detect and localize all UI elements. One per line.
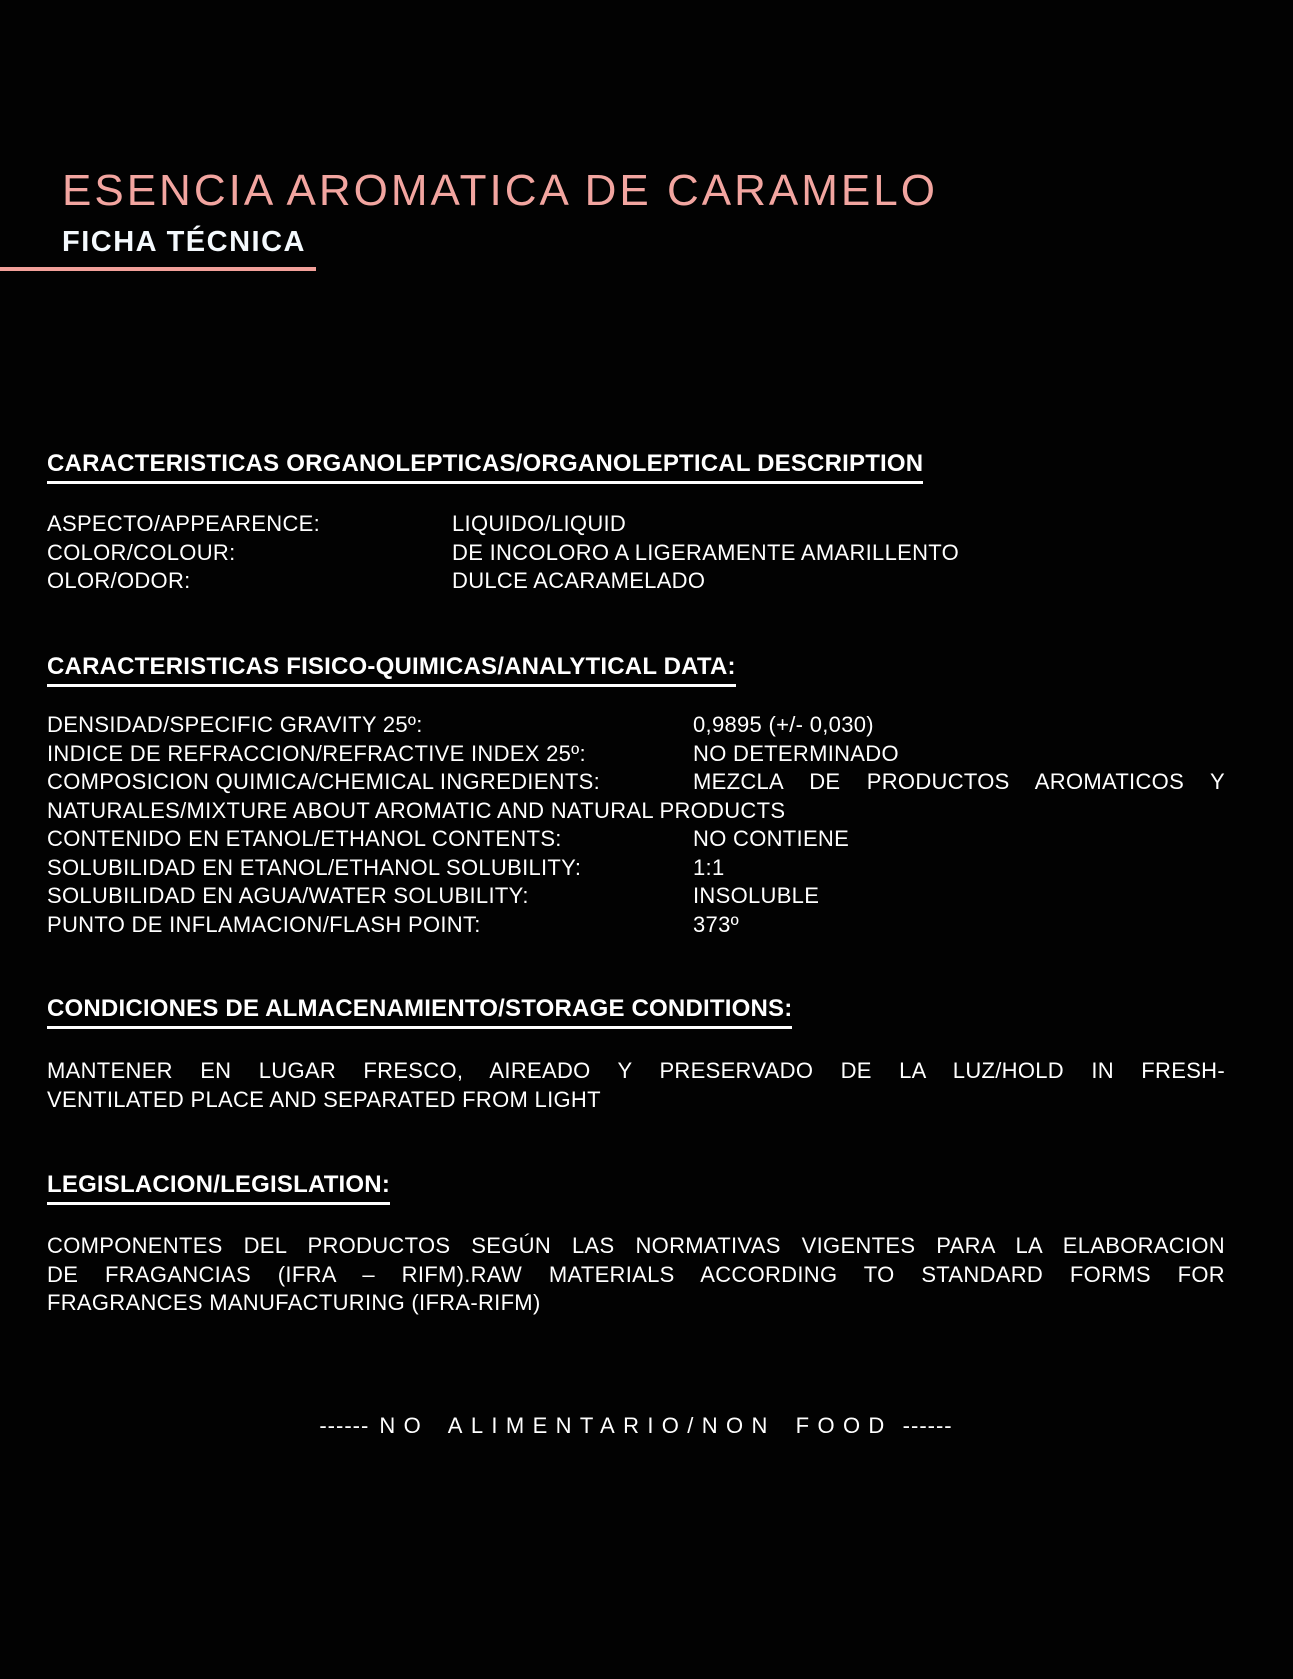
table-row <box>47 825 1225 854</box>
table-row <box>47 854 1225 883</box>
section-legislation-paragraph <box>47 1232 1225 1318</box>
row-label: CONTENIDO EN ETANOL/ETHANOL CONTENTS: <box>47 826 562 851</box>
row-value: 1:1 <box>693 854 725 880</box>
table-row <box>47 768 1225 797</box>
non-food-text: NO ALIMENTARIO/NON FOOD <box>379 1413 893 1438</box>
table-row <box>47 510 1225 539</box>
row-value: NO CONTIENE <box>693 826 850 851</box>
row-label: COMPOSICION QUIMICA/CHEMICAL INGREDIENTS: <box>47 769 600 794</box>
paragraph-line: FRAGRANCES MANUFACTURING (IFRA-RIFM) <box>47 1290 541 1315</box>
section-analytical-heading: CARACTERISTICAS FISICO-QUIMICAS/ANALYTICAL DATA: <box>47 652 736 687</box>
row-label: SOLUBILIDAD EN ETANOL/ETHANOL SOLUBILITY: <box>47 854 582 880</box>
table-row <box>47 740 1225 769</box>
row-label: COLOR/COLOUR: <box>47 539 236 565</box>
row-value: 373º <box>693 911 739 937</box>
row-label: PUNTO DE INFLAMACION/FLASH POINT: <box>47 911 481 937</box>
paragraph-line: MANTENER EN LUGAR FRESCO, AIREADO Y PRESERVADO DE LA LUZ/HOLD IN FRESH- <box>47 1058 1225 1083</box>
paragraph-line: COMPONENTES DEL PRODUCTOS SEGÚN LAS NORMATIVAS VIGENTES PARA LA ELABORACION <box>47 1233 1225 1258</box>
table-row <box>47 567 1225 596</box>
section-storage-heading-wrap <box>47 994 792 1029</box>
paragraph-line: VENTILATED PLACE AND SEPARATED FROM LIGHT <box>47 1086 601 1112</box>
row-value: DE INCOLORO A LIGERAMENTE AMARILLENTO <box>452 539 960 565</box>
row-label: OLOR/ODOR: <box>47 568 191 593</box>
paragraph-line: DE FRAGANCIAS (IFRA – RIFM).RAW MATERIALS ACCORDING TO STANDARD FORMS FOR <box>47 1261 1225 1287</box>
section-legislation-heading: LEGISLACION/LEGISLATION: <box>47 1170 390 1205</box>
table-row <box>47 711 1225 740</box>
section-analytical-heading-wrap <box>47 652 736 687</box>
row-value: DULCE ACARAMELADO <box>452 568 706 593</box>
subtitle-accent-rule <box>0 267 316 271</box>
table-row <box>47 911 1225 940</box>
row-label: INDICE DE REFRACCION/REFRACTIVE INDEX 25º: <box>47 740 586 766</box>
table-row <box>47 539 1225 568</box>
non-food-note <box>47 1412 1225 1441</box>
row-value: NO DETERMINADO <box>693 740 899 766</box>
document-title: ESENCIA AROMATICA DE CARAMELO <box>62 166 938 215</box>
row-label: ASPECTO/APPEARENCE: <box>47 511 321 536</box>
section-storage-heading: CONDICIONES DE ALMACENAMIENTO/STORAGE CONDITIONS: <box>47 994 792 1029</box>
document-subtitle: FICHA TÉCNICA <box>62 226 306 258</box>
left-dashes: ------ <box>319 1413 370 1438</box>
row-label: DENSIDAD/SPECIFIC GRAVITY 25º: <box>47 712 423 737</box>
row-value: INSOLUBLE <box>693 883 820 908</box>
right-dashes: ------ <box>902 1413 953 1438</box>
row-value: MEZCLA DE PRODUCTOS AROMATICOS Y <box>693 769 1225 794</box>
table-row <box>47 882 1225 911</box>
row-value-continuation: NATURALES/MIXTURE ABOUT AROMATIC AND NATURAL PRODUCTS <box>47 797 786 823</box>
section-storage-paragraph <box>47 1057 1225 1114</box>
section-legislation-heading-wrap <box>47 1170 390 1205</box>
row-value: LIQUIDO/LIQUID <box>452 511 627 536</box>
section-organoleptic-heading-wrap <box>47 449 923 484</box>
section-organoleptic-rows <box>47 510 1225 596</box>
row-label: SOLUBILIDAD EN AGUA/WATER SOLUBILITY: <box>47 883 529 908</box>
row-value: 0,9895 (+/- 0,030) <box>693 712 874 737</box>
section-organoleptic-heading: CARACTERISTICAS ORGANOLEPTICAS/ORGANOLEPTICAL DESCRIPTION <box>47 449 923 484</box>
section-analytical-rows <box>47 711 1225 939</box>
